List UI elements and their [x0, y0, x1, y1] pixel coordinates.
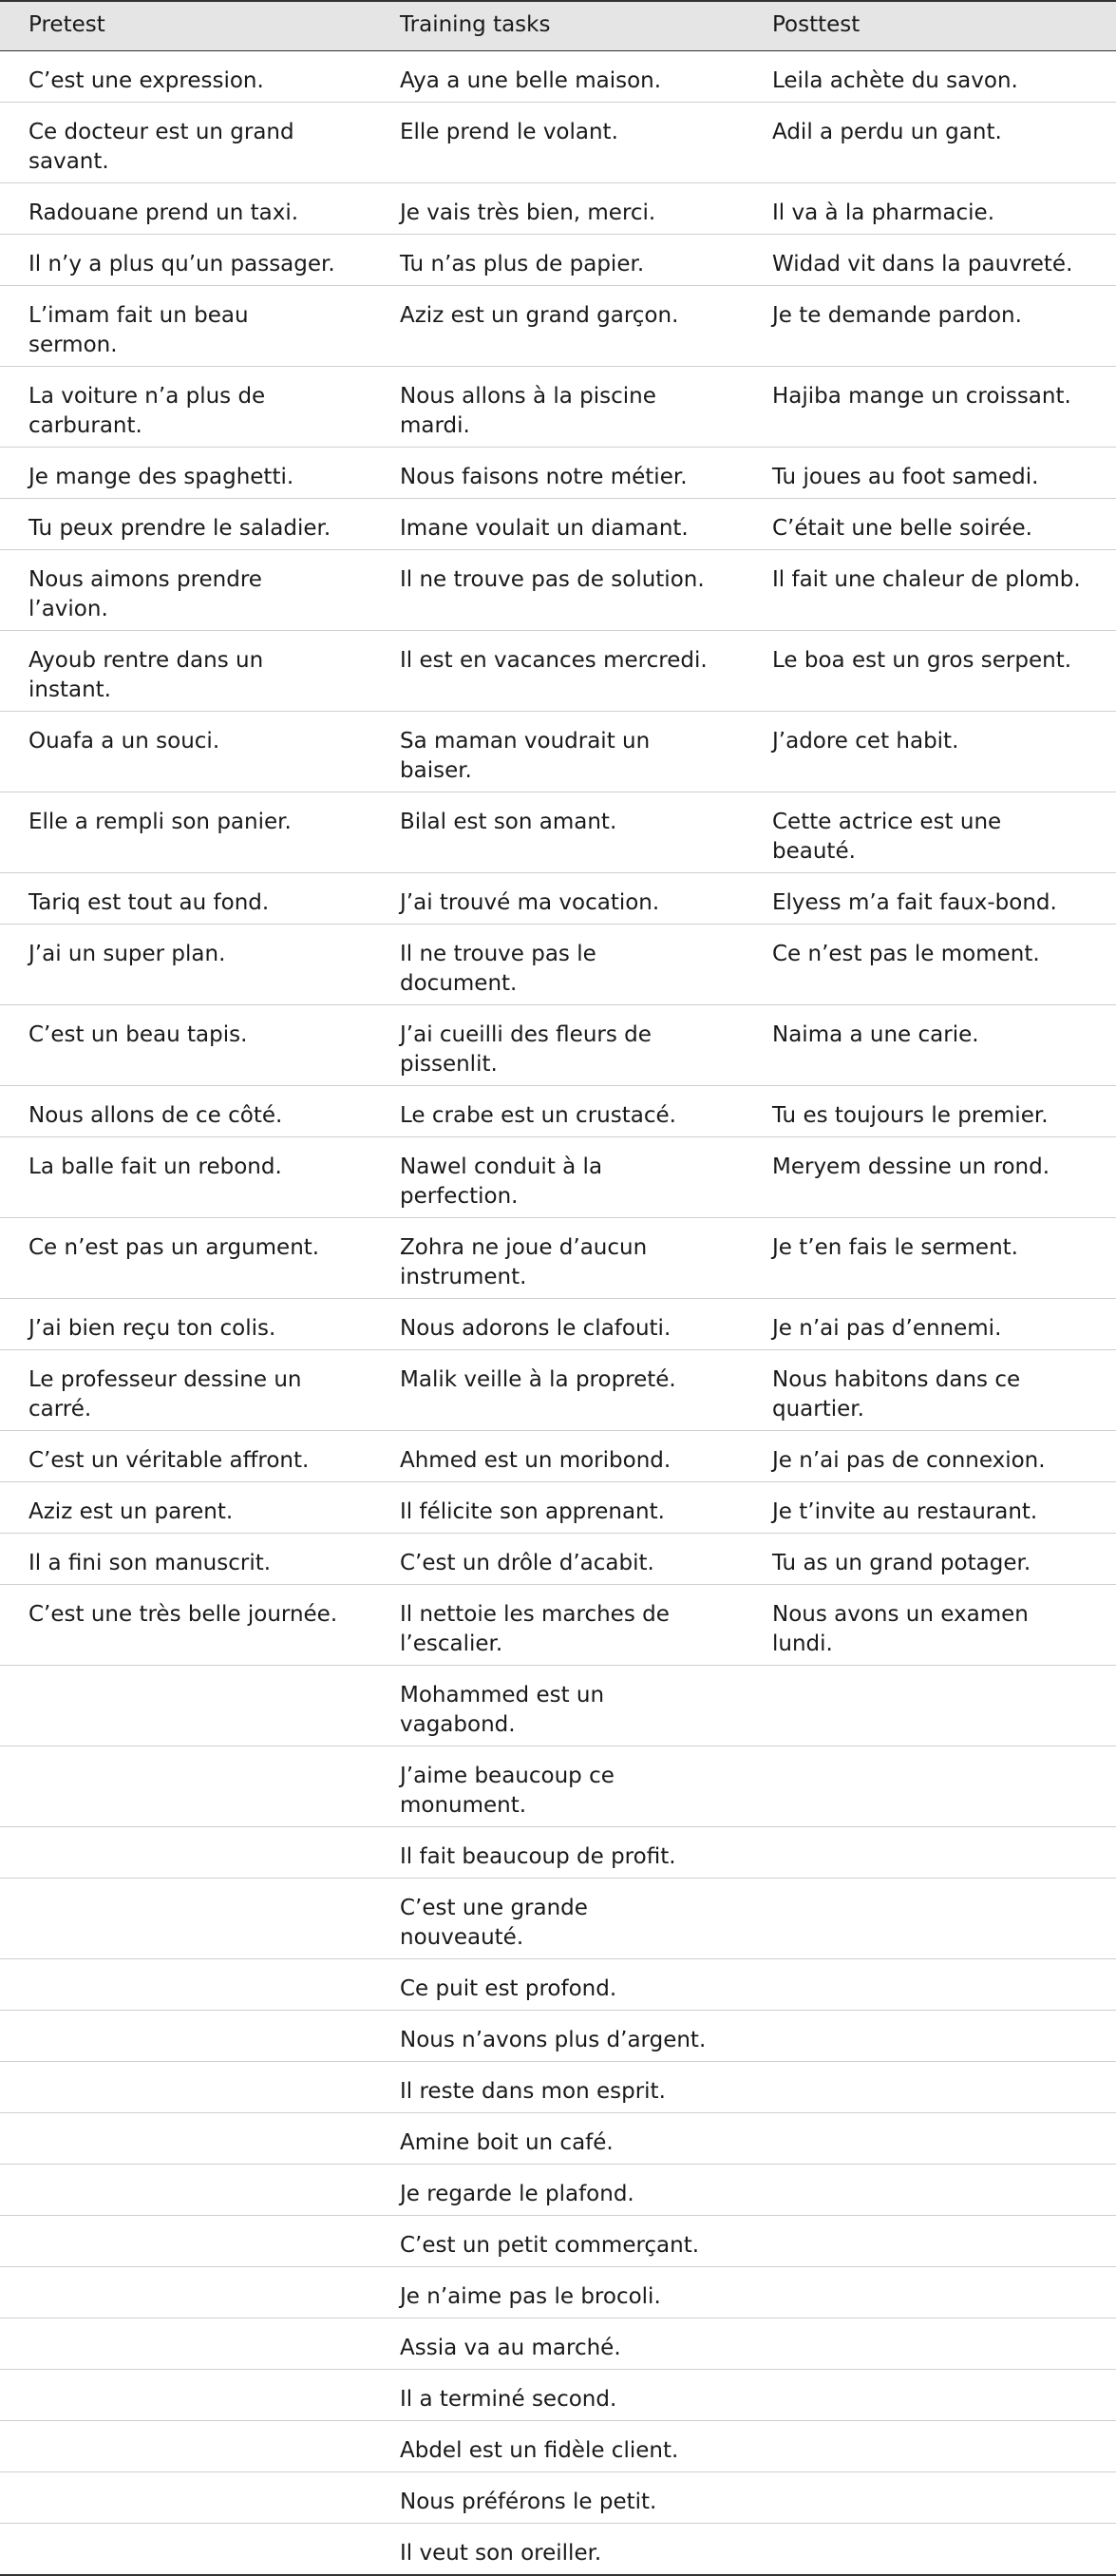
- posttest-cell: Je te demande pardon.: [744, 285, 1116, 366]
- training-cell: Amine boit un café.: [371, 2112, 744, 2164]
- posttest-cell: Tu es toujours le premier.: [744, 1085, 1116, 1136]
- pretest-cell: [0, 2318, 371, 2369]
- training-cell: Zohra ne joue d’aucun instrument.: [371, 1217, 744, 1298]
- posttest-cell: [744, 2010, 1116, 2061]
- table-row: [0, 1533, 1116, 1584]
- pretest-cell: Tariq est tout au fond.: [0, 872, 371, 924]
- training-cell: Il nettoie les marches de l’escalier.: [371, 1584, 744, 1665]
- table-row: [0, 1430, 1116, 1481]
- posttest-cell: [744, 2061, 1116, 2112]
- table-row: [0, 285, 1116, 366]
- table-row: [0, 1136, 1116, 1217]
- training-cell: Bilal est son amant.: [371, 792, 744, 872]
- training-cell: Nous allons à la piscine mardi.: [371, 366, 744, 447]
- pretest-cell: [0, 2112, 371, 2164]
- table-row: [0, 2318, 1116, 2369]
- posttest-cell: Il fait une chaleur de plomb.: [744, 549, 1116, 630]
- training-cell: Je vais très bien, merci.: [371, 182, 744, 234]
- posttest-cell: [744, 1826, 1116, 1878]
- posttest-cell: Naima a une carie.: [744, 1004, 1116, 1085]
- table-row: [0, 1004, 1116, 1085]
- training-cell: Nous adorons le clafouti.: [371, 1298, 744, 1349]
- posttest-cell: [744, 2266, 1116, 2318]
- training-cell: Aziz est un grand garçon.: [371, 285, 744, 366]
- pretest-cell: [0, 2266, 371, 2318]
- pretest-cell: Aziz est un parent.: [0, 1481, 371, 1533]
- posttest-cell: Je t’invite au restaurant.: [744, 1481, 1116, 1533]
- training-cell: Il fait beaucoup de profit.: [371, 1826, 744, 1878]
- table-row: [0, 1826, 1116, 1878]
- posttest-cell: Adil a perdu un gant.: [744, 102, 1116, 182]
- posttest-cell: [744, 2369, 1116, 2420]
- posttest-cell: C’était une belle soirée.: [744, 498, 1116, 549]
- posttest-cell: Nous habitons dans ce quartier.: [744, 1349, 1116, 1430]
- table-row: [0, 549, 1116, 630]
- training-cell: Nawel conduit à la perfection.: [371, 1136, 744, 1217]
- header-row: [0, 1, 1116, 50]
- table-row: [0, 1298, 1116, 1349]
- posttest-cell: [744, 2318, 1116, 2369]
- posttest-cell: Leila achète du savon.: [744, 50, 1116, 102]
- table-row: [0, 1665, 1116, 1746]
- table-row: [0, 924, 1116, 1004]
- training-cell: C’est un drôle d’acabit.: [371, 1533, 744, 1584]
- table-row: [0, 1217, 1116, 1298]
- table-row: [0, 2010, 1116, 2061]
- training-cell: Il félicite son apprenant.: [371, 1481, 744, 1533]
- pretest-cell: [0, 1665, 371, 1746]
- pretest-cell: Nous aimons prendre l’avion.: [0, 549, 371, 630]
- pretest-cell: C’est une très belle journée.: [0, 1584, 371, 1665]
- pretest-cell: Tu peux prendre le saladier.: [0, 498, 371, 549]
- posttest-cell: [744, 1878, 1116, 1958]
- table-row: [0, 498, 1116, 549]
- pretest-cell: [0, 1746, 371, 1826]
- pretest-cell: [0, 1826, 371, 1878]
- training-cell: Ahmed est un moribond.: [371, 1430, 744, 1481]
- table-body: [0, 50, 1116, 2575]
- pretest-cell: Il n’y a plus qu’un passager.: [0, 234, 371, 285]
- pretest-cell: J’ai un super plan.: [0, 924, 371, 1004]
- training-cell: Il veut son oreiller.: [371, 2523, 744, 2575]
- posttest-cell: Nous avons un examen lundi.: [744, 1584, 1116, 1665]
- training-cell: Il a terminé second.: [371, 2369, 744, 2420]
- training-cell: Le crabe est un crustacé.: [371, 1085, 744, 1136]
- table-row: [0, 1878, 1116, 1958]
- table-row: [0, 1481, 1116, 1533]
- table-row: [0, 711, 1116, 792]
- pretest-cell: Elle a rempli son panier.: [0, 792, 371, 872]
- posttest-cell: Je n’ai pas de connexion.: [744, 1430, 1116, 1481]
- posttest-cell: Hajiba mange un croissant.: [744, 366, 1116, 447]
- pretest-cell: Nous allons de ce côté.: [0, 1085, 371, 1136]
- posttest-cell: J’adore cet habit.: [744, 711, 1116, 792]
- pretest-cell: Radouane prend un taxi.: [0, 182, 371, 234]
- table-row: [0, 102, 1116, 182]
- training-cell: Sa maman voudrait un baiser.: [371, 711, 744, 792]
- posttest-cell: Il va à la pharmacie.: [744, 182, 1116, 234]
- table-header: [0, 1, 1116, 50]
- posttest-cell: Tu joues au foot samedi.: [744, 447, 1116, 498]
- pretest-cell: [0, 2471, 371, 2523]
- posttest-cell: [744, 1746, 1116, 1826]
- training-cell: J’aime beaucoup ce monument.: [371, 1746, 744, 1826]
- pretest-cell: [0, 2523, 371, 2575]
- posttest-cell: Cette actrice est une beauté.: [744, 792, 1116, 872]
- header-training-tasks: Training tasks: [371, 1, 744, 50]
- table-row: [0, 1746, 1116, 1826]
- posttest-cell: Le boa est un gros serpent.: [744, 630, 1116, 711]
- pretest-cell: C’est une expression.: [0, 50, 371, 102]
- table-row: [0, 2112, 1116, 2164]
- posttest-cell: Ce n’est pas le moment.: [744, 924, 1116, 1004]
- table-row: [0, 2420, 1116, 2471]
- pretest-cell: La balle fait un rebond.: [0, 1136, 371, 1217]
- posttest-cell: [744, 2420, 1116, 2471]
- posttest-cell: Tu as un grand potager.: [744, 1533, 1116, 1584]
- training-cell: Nous n’avons plus d’argent.: [371, 2010, 744, 2061]
- training-cell: Tu n’as plus de papier.: [371, 234, 744, 285]
- posttest-cell: Widad vit dans la pauvreté.: [744, 234, 1116, 285]
- table-row: [0, 2523, 1116, 2575]
- training-cell: C’est un petit commerçant.: [371, 2215, 744, 2266]
- pretest-cell: J’ai bien reçu ton colis.: [0, 1298, 371, 1349]
- table-row: [0, 630, 1116, 711]
- training-cell: J’ai cueilli des fleurs de pissenlit.: [371, 1004, 744, 1085]
- pretest-cell: Ouafa a un souci.: [0, 711, 371, 792]
- table-row: [0, 50, 1116, 102]
- pretest-cell: [0, 2010, 371, 2061]
- pretest-cell: L’imam fait un beau sermon.: [0, 285, 371, 366]
- posttest-cell: [744, 2215, 1116, 2266]
- table-row: [0, 447, 1116, 498]
- posttest-cell: Elyess m’a fait faux-bond.: [744, 872, 1116, 924]
- table-row: [0, 1085, 1116, 1136]
- training-cell: Imane voulait un diamant.: [371, 498, 744, 549]
- posttest-cell: [744, 2471, 1116, 2523]
- posttest-cell: Meryem dessine un rond.: [744, 1136, 1116, 1217]
- pretest-cell: C’est un véritable affront.: [0, 1430, 371, 1481]
- table-row: [0, 2164, 1116, 2215]
- posttest-cell: Je n’ai pas d’ennemi.: [744, 1298, 1116, 1349]
- table-row: [0, 366, 1116, 447]
- pretest-cell: [0, 2420, 371, 2471]
- table-row: [0, 1349, 1116, 1430]
- training-cell: Il est en vacances mercredi.: [371, 630, 744, 711]
- pretest-cell: [0, 1878, 371, 1958]
- table-row: [0, 1958, 1116, 2010]
- pretest-cell: La voiture n’a plus de carburant.: [0, 366, 371, 447]
- pretest-cell: [0, 2215, 371, 2266]
- table-row: [0, 2061, 1116, 2112]
- table-row: [0, 2369, 1116, 2420]
- table-row: [0, 2471, 1116, 2523]
- training-cell: Abdel est un fidèle client.: [371, 2420, 744, 2471]
- training-cell: C’est une grande nouveauté.: [371, 1878, 744, 1958]
- table-row: [0, 1584, 1116, 1665]
- training-cell: J’ai trouvé ma vocation.: [371, 872, 744, 924]
- posttest-cell: [744, 2112, 1116, 2164]
- training-cell: Je regarde le plafond.: [371, 2164, 744, 2215]
- header-pretest: Pretest: [0, 1, 371, 50]
- training-cell: Assia va au marché.: [371, 2318, 744, 2369]
- pretest-cell: [0, 2061, 371, 2112]
- pretest-cell: [0, 2164, 371, 2215]
- table-row: [0, 792, 1116, 872]
- pretest-cell: [0, 2369, 371, 2420]
- training-cell: Nous faisons notre métier.: [371, 447, 744, 498]
- table-row: [0, 2215, 1116, 2266]
- table-row: [0, 234, 1116, 285]
- pretest-cell: Ce docteur est un grand savant.: [0, 102, 371, 182]
- pretest-cell: Ce n’est pas un argument.: [0, 1217, 371, 1298]
- pretest-cell: Je mange des spaghetti.: [0, 447, 371, 498]
- pretest-cell: Ayoub rentre dans un instant.: [0, 630, 371, 711]
- training-cell: Aya a une belle maison.: [371, 50, 744, 102]
- pretest-cell: [0, 1958, 371, 2010]
- posttest-cell: [744, 1665, 1116, 1746]
- pretest-cell: C’est un beau tapis.: [0, 1004, 371, 1085]
- posttest-cell: Je t’en fais le serment.: [744, 1217, 1116, 1298]
- header-posttest: Posttest: [744, 1, 1116, 50]
- posttest-cell: [744, 2164, 1116, 2215]
- training-cell: Elle prend le volant.: [371, 102, 744, 182]
- table-row: [0, 2266, 1116, 2318]
- pretest-cell: Il a fini son manuscrit.: [0, 1533, 371, 1584]
- training-cell: Ce puit est profond.: [371, 1958, 744, 2010]
- pretest-cell: Le professeur dessine un carré.: [0, 1349, 371, 1430]
- posttest-cell: [744, 2523, 1116, 2575]
- training-cell: Nous préférons le petit.: [371, 2471, 744, 2523]
- training-cell: Il ne trouve pas de solution.: [371, 549, 744, 630]
- training-cell: Il ne trouve pas le document.: [371, 924, 744, 1004]
- training-cell: Mohammed est un vagabond.: [371, 1665, 744, 1746]
- table-row: [0, 182, 1116, 234]
- training-cell: Il reste dans mon esprit.: [371, 2061, 744, 2112]
- training-cell: Je n’aime pas le brocoli.: [371, 2266, 744, 2318]
- posttest-cell: [744, 1958, 1116, 2010]
- table-row: [0, 872, 1116, 924]
- training-cell: Malik veille à la propreté.: [371, 1349, 744, 1430]
